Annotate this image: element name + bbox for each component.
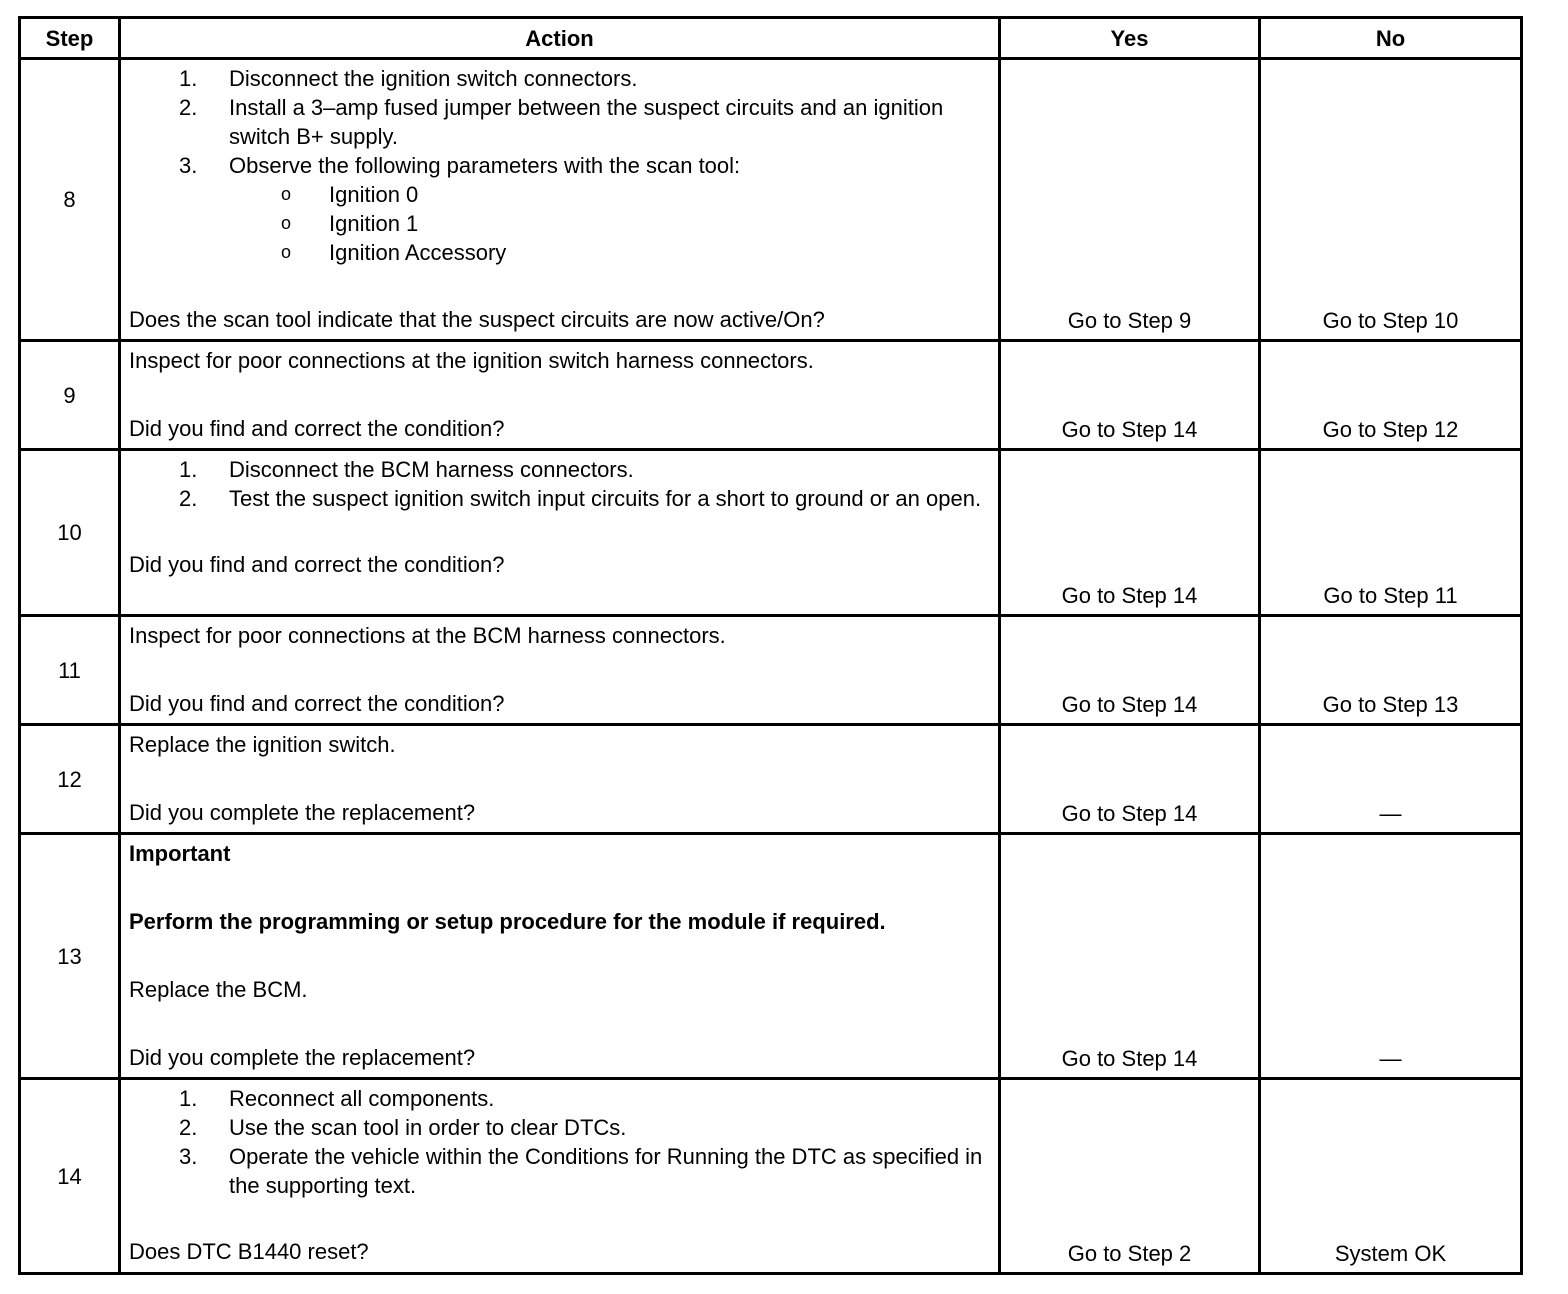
list-number: 2.	[179, 1115, 198, 1140]
step-number: 12	[20, 725, 120, 834]
action-cell	[120, 59, 1000, 341]
list-text: Disconnect the ignition switch connectors.	[229, 66, 638, 91]
header-step: Step	[20, 18, 120, 59]
step-number: 10	[20, 450, 120, 616]
action-cell	[120, 834, 1000, 1079]
list-number: 2.	[179, 486, 198, 511]
action-cell	[120, 341, 1000, 450]
no-answer: Go to Step 13	[1260, 616, 1522, 725]
list-text: Reconnect all components.	[229, 1086, 495, 1111]
action-cell	[120, 450, 1000, 616]
step-number: 11	[20, 616, 120, 725]
list-text: Ignition 1	[329, 211, 419, 236]
yes-answer: Go to Step 2	[1000, 1079, 1260, 1274]
list-text: Disconnect the BCM harness connectors.	[229, 457, 634, 482]
parameter-list	[129, 180, 990, 267]
question-text: Did you find and correct the condition?	[129, 416, 505, 441]
list-item	[129, 484, 990, 513]
list-item	[129, 1084, 990, 1113]
list-text: Install a 3–amp fused jumper between the suspect circuits and an ignition switch B+ supply.	[229, 95, 944, 149]
table-row	[20, 341, 1522, 450]
no-answer: Go to Step 11	[1260, 450, 1522, 616]
list-item	[129, 64, 990, 93]
action-text: Replace the ignition switch.	[129, 732, 396, 757]
list-text: Observe the following parameters with the scan tool:	[229, 153, 741, 178]
important-note: Perform the programming or setup procedure for the module if required.	[129, 909, 886, 934]
list-text: Test the suspect ignition switch input circuits for a short to ground or an open.	[229, 486, 982, 511]
header-no: No	[1260, 18, 1522, 59]
header-action: Action	[120, 18, 1000, 59]
step-number: 8	[20, 59, 120, 341]
list-text: Operate the vehicle within the Conditions for Running the DTC as specified in the supporting text.	[229, 1144, 983, 1198]
step-number: 13	[20, 834, 120, 1079]
header-row	[20, 18, 1522, 59]
question-text: Did you find and correct the condition?	[129, 552, 505, 577]
yes-answer: Go to Step 14	[1000, 341, 1260, 450]
bullet-icon: o	[281, 242, 292, 262]
bullet-icon: o	[281, 184, 292, 204]
table-row	[20, 1079, 1522, 1274]
list-item	[129, 180, 990, 209]
yes-answer: Go to Step 9	[1000, 59, 1260, 341]
action-cell	[120, 725, 1000, 834]
action-cell	[120, 1079, 1000, 1274]
list-text: Ignition 0	[329, 182, 419, 207]
table-row	[20, 59, 1522, 341]
list-number: 1.	[179, 457, 198, 482]
step-number: 9	[20, 341, 120, 450]
no-answer: Go to Step 10	[1260, 59, 1522, 341]
bullet-icon: o	[281, 213, 292, 233]
action-cell	[120, 616, 1000, 725]
numbered-list	[129, 455, 990, 513]
question-text: Did you complete the replacement?	[129, 1045, 476, 1070]
no-answer: System OK	[1260, 1079, 1522, 1274]
list-number: 1.	[179, 1086, 198, 1111]
list-number: 3.	[179, 153, 198, 178]
step-number: 14	[20, 1079, 120, 1274]
yes-answer: Go to Step 14	[1000, 450, 1260, 616]
action-text: Inspect for poor connections at the BCM harness connectors.	[129, 623, 726, 648]
header-yes: Yes	[1000, 18, 1260, 59]
question-text: Did you complete the replacement?	[129, 800, 476, 825]
numbered-list	[129, 1084, 990, 1200]
list-item	[129, 238, 990, 267]
table-row	[20, 834, 1522, 1079]
question-text: Did you find and correct the condition?	[129, 691, 505, 716]
list-item	[129, 1113, 990, 1142]
table-row	[20, 725, 1522, 834]
numbered-list	[129, 64, 990, 180]
table-row	[20, 450, 1522, 616]
important-heading: Important	[129, 841, 231, 866]
list-text: Ignition Accessory	[329, 240, 507, 265]
action-text: Replace the BCM.	[129, 977, 308, 1002]
no-answer: —	[1260, 834, 1522, 1079]
question-text: Does DTC B1440 reset?	[129, 1239, 369, 1264]
no-answer: —	[1260, 725, 1522, 834]
action-text: Inspect for poor connections at the ignition switch harness connectors.	[129, 348, 814, 373]
list-item	[129, 209, 990, 238]
list-item	[129, 455, 990, 484]
list-item	[129, 1142, 990, 1200]
diagnostic-table	[18, 16, 1523, 1275]
table-row	[20, 616, 1522, 725]
list-number: 3.	[179, 1144, 198, 1169]
question-text: Does the scan tool indicate that the suspect circuits are now active/On?	[129, 307, 825, 332]
no-answer: Go to Step 12	[1260, 341, 1522, 450]
list-text: Use the scan tool in order to clear DTCs.	[229, 1115, 627, 1140]
yes-answer: Go to Step 14	[1000, 616, 1260, 725]
list-number: 2.	[179, 95, 198, 120]
list-number: 1.	[179, 66, 198, 91]
list-item	[129, 151, 990, 180]
list-item	[129, 93, 990, 151]
yes-answer: Go to Step 14	[1000, 725, 1260, 834]
yes-answer: Go to Step 14	[1000, 834, 1260, 1079]
